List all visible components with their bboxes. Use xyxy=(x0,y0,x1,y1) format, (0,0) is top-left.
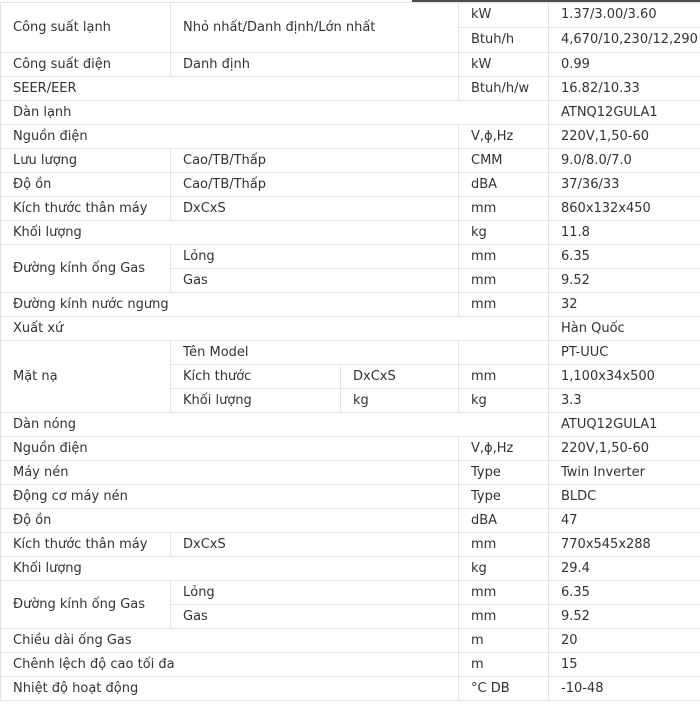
table-row xyxy=(1,413,700,437)
section-heading: Dàn lạnh xyxy=(1,101,549,125)
table-row xyxy=(1,533,700,557)
spec-detail: Danh định xyxy=(171,53,459,77)
spec-detail: DxCxS xyxy=(171,533,459,557)
table-row xyxy=(1,197,700,221)
spec-label: SEER/EER xyxy=(1,77,459,101)
spec-value: 220V,1,50-60 xyxy=(549,125,700,149)
spec-unit: dBA xyxy=(459,173,549,197)
spec-unit: kW xyxy=(459,3,549,28)
spec-unit-empty xyxy=(459,341,549,365)
spec-detail: Gas xyxy=(171,605,459,629)
spec-value: 6.35 xyxy=(549,245,700,269)
table-row xyxy=(1,173,700,197)
table-row xyxy=(1,437,700,461)
spec-unit: Btuh/h xyxy=(459,28,549,53)
spec-unit: mm xyxy=(459,581,549,605)
spec-label: Nhiệt độ hoạt động xyxy=(1,677,459,701)
spec-label: Độ ồn xyxy=(1,173,171,197)
spec-unit: Type xyxy=(459,485,549,509)
spec-unit: mm xyxy=(459,197,549,221)
spec-detail: Lỏng xyxy=(171,581,459,605)
spec-value: ATUQ12GULA1 xyxy=(549,413,700,437)
spec-unit: mm xyxy=(459,605,549,629)
spec-value: -10-48 xyxy=(549,677,700,701)
spec-value: 11.8 xyxy=(549,221,700,245)
spec-value: 29.4 xyxy=(549,557,700,581)
spec-unit: CMM xyxy=(459,149,549,173)
spec-unit: °C DB xyxy=(459,677,549,701)
spec-value: 37/36/33 xyxy=(549,173,700,197)
spec-value: 6.35 xyxy=(549,581,700,605)
spec-value: 3.3 xyxy=(549,389,700,413)
spec-value: 860x132x450 xyxy=(549,197,700,221)
spec-value: 0.99 xyxy=(549,53,700,77)
spec-value: 47 xyxy=(549,509,700,533)
spec-label: Độ ồn xyxy=(1,509,459,533)
spec-unit: kg xyxy=(459,221,549,245)
spec-extra: DxCxS xyxy=(341,365,459,389)
spec-unit: mm xyxy=(459,365,549,389)
spec-detail: Lỏng xyxy=(171,245,459,269)
table-row xyxy=(1,77,700,101)
spec-detail: Gas xyxy=(171,269,459,293)
spec-unit: kW xyxy=(459,53,549,77)
spec-unit: mm xyxy=(459,293,549,317)
spec-value: 9.0/8.0/7.0 xyxy=(549,149,700,173)
spec-extra: kg xyxy=(341,389,459,413)
table-row xyxy=(1,149,700,173)
spec-value: 1.37/3.00/3.60 xyxy=(549,3,700,28)
spec-unit: m xyxy=(459,629,549,653)
table-row xyxy=(1,653,700,677)
spec-label: Chênh lệch độ cao tối đa xyxy=(1,653,459,677)
table-row xyxy=(1,317,700,341)
spec-value: 220V,1,50-60 xyxy=(549,437,700,461)
spec-unit: kg xyxy=(459,557,549,581)
table-row xyxy=(1,101,700,125)
table-row xyxy=(1,509,700,533)
spec-detail: Khối lượng xyxy=(171,389,341,413)
spec-value: 9.52 xyxy=(549,269,700,293)
spec-unit: V,ϕ,Hz xyxy=(459,125,549,149)
spec-label: Đường kính ống Gas xyxy=(1,581,171,629)
table-row xyxy=(1,581,700,605)
table-row xyxy=(1,221,700,245)
spec-unit: kg xyxy=(459,389,549,413)
table-row xyxy=(1,341,700,365)
spec-value: BLDC xyxy=(549,485,700,509)
table-row xyxy=(1,245,700,269)
spec-value: 15 xyxy=(549,653,700,677)
spec-value: 16.82/10.33 xyxy=(549,77,700,101)
spec-value: 9.52 xyxy=(549,605,700,629)
spec-unit: mm xyxy=(459,245,549,269)
spec-detail: Cao/TB/Thấp xyxy=(171,173,459,197)
spec-value: Twin Inverter xyxy=(549,461,700,485)
table-row xyxy=(1,485,700,509)
table-row xyxy=(1,677,700,701)
spec-value: 20 xyxy=(549,629,700,653)
spec-value: 32 xyxy=(549,293,700,317)
spec-unit: Type xyxy=(459,461,549,485)
spec-value: 1,100x34x500 xyxy=(549,365,700,389)
table-row xyxy=(1,125,700,149)
table-row xyxy=(1,461,700,485)
spec-unit: mm xyxy=(459,533,549,557)
spec-label: Kích thước thân máy xyxy=(1,533,171,557)
spec-label: Công suất lạnh xyxy=(1,3,171,53)
spec-detail: Nhỏ nhất/Danh định/Lớn nhất xyxy=(171,3,459,53)
spec-label: Chiều dài ống Gas xyxy=(1,629,459,653)
spec-value: PT-UUC xyxy=(549,341,700,365)
spec-value: 770x545x288 xyxy=(549,533,700,557)
spec-unit: Btuh/h/w xyxy=(459,77,549,101)
spec-value: 4,670/10,230/12,290 xyxy=(549,28,700,53)
table-row xyxy=(1,53,700,77)
spec-unit: m xyxy=(459,653,549,677)
spec-label: Lưu lượng xyxy=(1,149,171,173)
spec-label: Xuất xứ xyxy=(1,317,549,341)
section-heading: Dàn nóng xyxy=(1,413,549,437)
spec-label: Công suất điện xyxy=(1,53,171,77)
spec-label: Nguồn điện xyxy=(1,437,459,461)
spec-unit: dBA xyxy=(459,509,549,533)
spec-detail: Tên Model xyxy=(171,341,459,365)
spec-label: Khối lượng xyxy=(1,221,459,245)
spec-detail: Cao/TB/Thấp xyxy=(171,149,459,173)
spec-label: Máy nén xyxy=(1,461,459,485)
spec-unit: V,ϕ,Hz xyxy=(459,437,549,461)
spec-table xyxy=(0,2,700,701)
spec-label: Kích thước thân máy xyxy=(1,197,171,221)
spec-value: Hàn Quốc xyxy=(549,317,700,341)
spec-label: Khối lượng xyxy=(1,557,459,581)
spec-label: Đường kính nước ngưng xyxy=(1,293,459,317)
spec-label: Đường kính ống Gas xyxy=(1,245,171,293)
spec-detail: Kích thước xyxy=(171,365,341,389)
spec-label: Động cơ máy nén xyxy=(1,485,459,509)
spec-label: Nguồn điện xyxy=(1,125,459,149)
spec-label: Mặt nạ xyxy=(1,341,171,413)
table-row xyxy=(1,629,700,653)
spec-value: ATNQ12GULA1 xyxy=(549,101,700,125)
table-row xyxy=(1,293,700,317)
table-row xyxy=(1,557,700,581)
table-row xyxy=(1,3,700,28)
spec-unit: mm xyxy=(459,269,549,293)
spec-detail: DxCxS xyxy=(171,197,459,221)
